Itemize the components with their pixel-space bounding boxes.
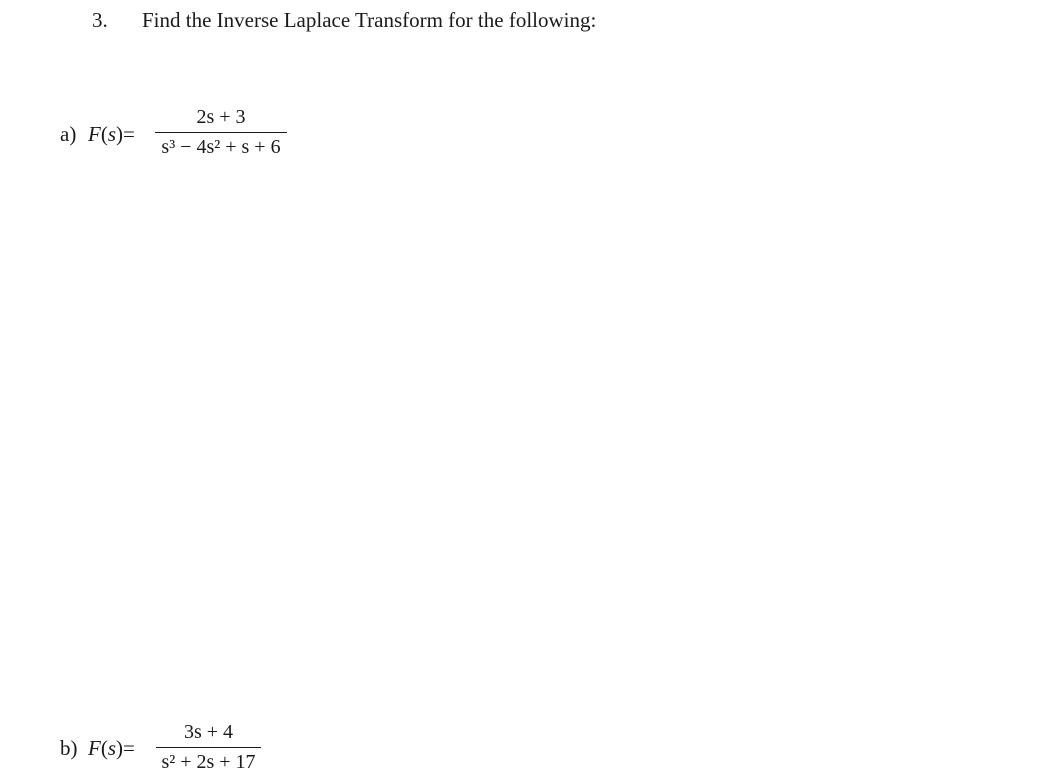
part-a-function-name: F xyxy=(88,122,101,146)
part-b-numerator: 3s + 4 xyxy=(183,721,234,743)
part-b-variable: s xyxy=(107,736,117,760)
part-b-fraction xyxy=(156,719,261,774)
part-a-label: a) xyxy=(60,122,77,146)
part-b-lhs: F(s)= xyxy=(88,736,135,760)
part-a-denominator: s³ − 4s² + s + 6 xyxy=(161,136,281,158)
part-b-equals: = xyxy=(123,736,135,760)
part-a-lhs: F(s)= xyxy=(88,122,135,146)
question-number: 3. xyxy=(92,8,108,32)
part-a-variable: s xyxy=(107,122,117,146)
part-a-equals: = xyxy=(123,122,135,146)
part-a-fraction xyxy=(155,104,287,159)
part-b-denominator: s² + 2s + 17 xyxy=(161,751,256,773)
question-text: Find the Inverse Laplace Transform for the following: xyxy=(142,8,597,32)
part-b-label: b) xyxy=(60,736,78,760)
part-a-numerator: 2s + 3 xyxy=(196,106,246,128)
part-b-fraction-bar xyxy=(156,747,261,748)
part-b-function-name: F xyxy=(88,736,101,760)
part-a-fraction-bar xyxy=(155,132,287,133)
